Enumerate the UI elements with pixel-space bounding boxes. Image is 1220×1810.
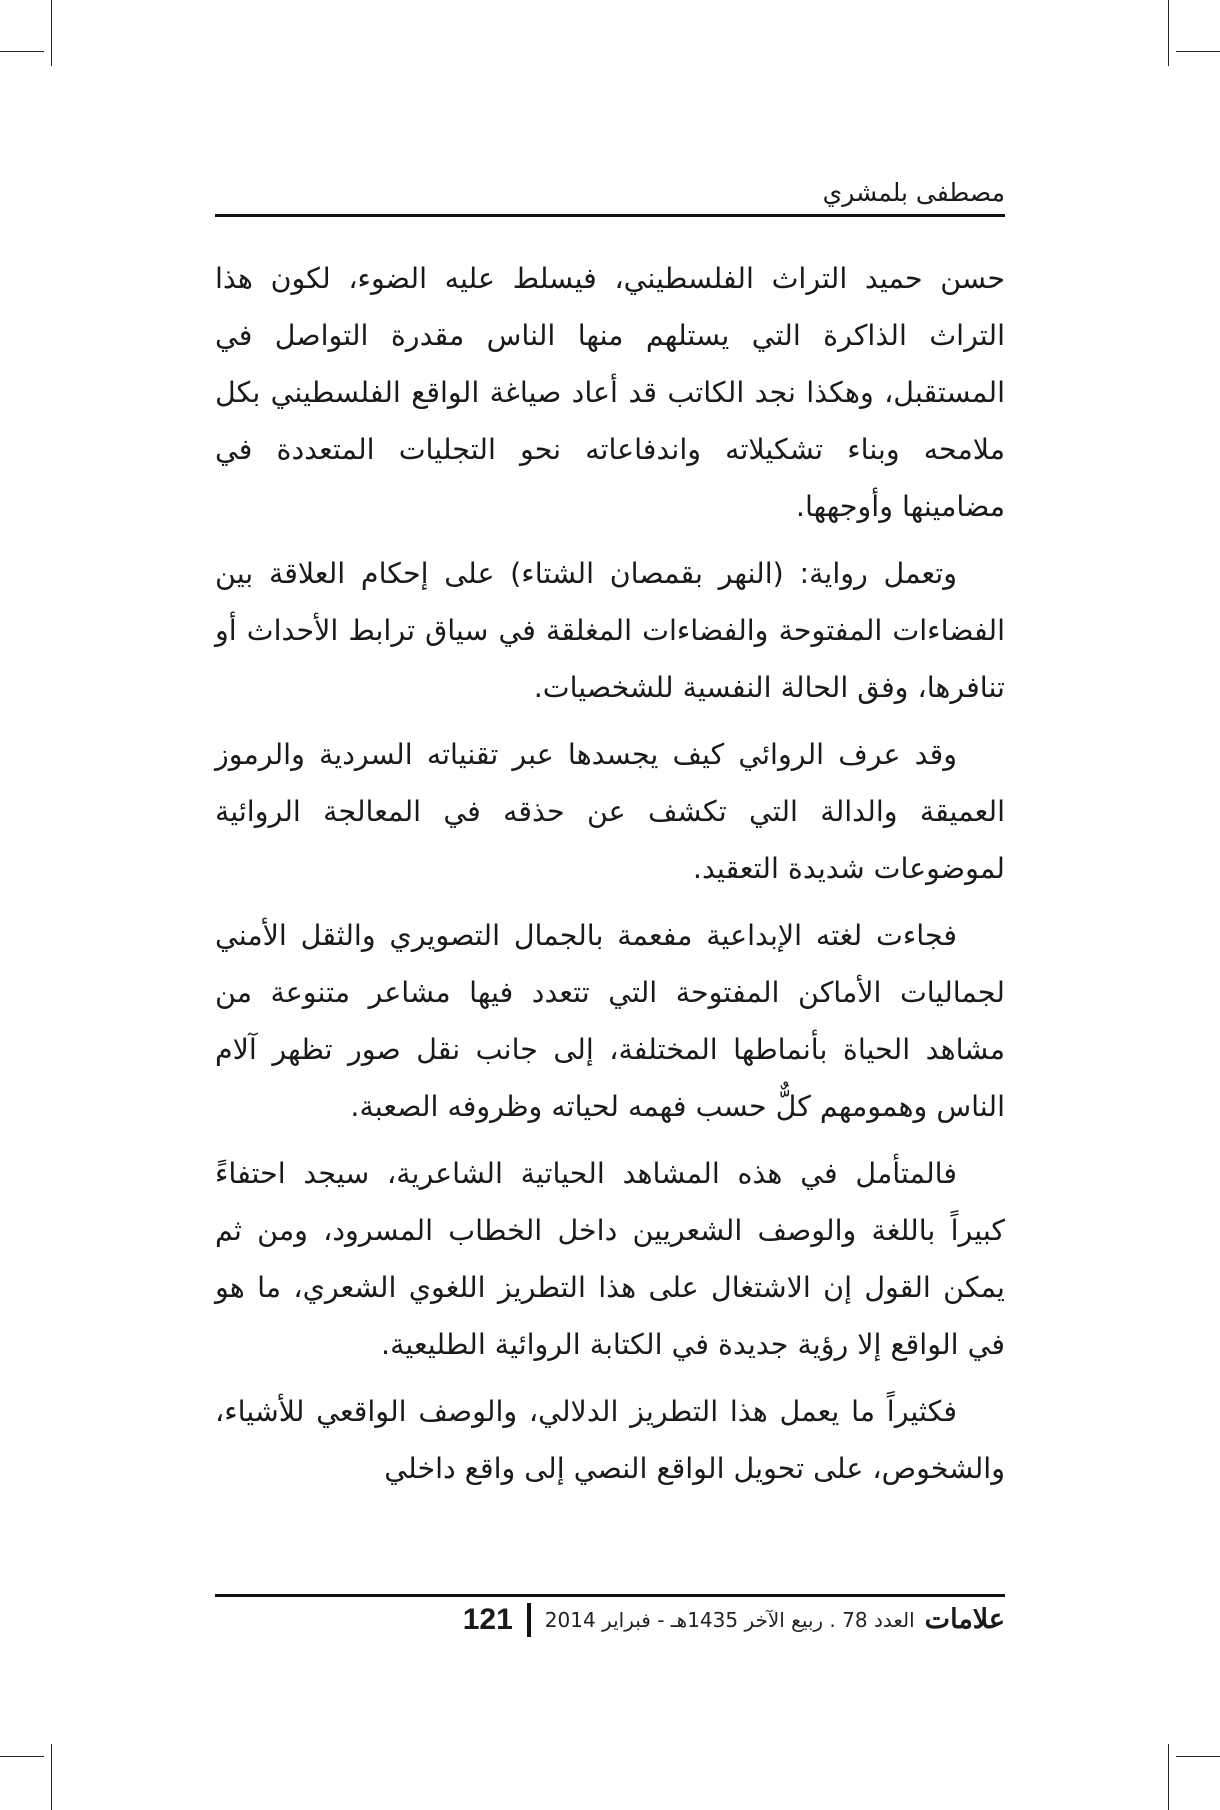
paragraph: فجاءت لغته الإبداعية مفعمة بالجمال التصويري والثقل الأمني لجماليات الأماكن المفتوحة التي تتعدد فيها مشاعر متنوعة من مشاهد الحياة بأنماطها المختلفة، إلى جانب نقل صور تظهر آلام الناس وهمومهم كلٌّ حسب فهمه لحياته وظروفه الصعبة. — [215, 919, 1005, 1123]
paragraph: وتعمل رواية: (النهر بقمصان الشتاء) على إحكام العلاقة بين الفضاءات المفتوحة والفضاءات المغلقة في سياق ترابط الأحداث أو تنافرها، وفق الحالة النفسية للشخصيات. — [215, 557, 1005, 704]
journal-logo: علامات — [924, 1604, 1005, 1635]
crop-mark — [0, 1756, 44, 1757]
crop-mark — [1168, 1744, 1169, 1810]
footer-rule — [215, 1594, 1005, 1597]
crop-mark — [1176, 1756, 1220, 1757]
running-head-author: مصطفى بلمشري — [215, 172, 1005, 217]
crop-mark — [0, 51, 44, 52]
crop-mark — [1168, 0, 1169, 66]
paragraph: وقد عرف الروائي كيف يجسدها عبر تقنياته السردية والرموز العميقة والدالة التي تكشف عن حذقه في المعالجة الروائية لموضوعات شديدة التعقيد. — [215, 738, 1005, 885]
crop-mark — [51, 1744, 52, 1810]
paragraph: فكثيراً ما يعمل هذا التطريز الدلالي، والوصف الواقعي للأشياء، والشخوص، على تحويل الواقع النصي إلى واقع داخلي — [215, 1395, 1005, 1485]
footer-divider — [527, 1603, 531, 1637]
page-number: 121 — [462, 1603, 513, 1636]
crop-mark — [51, 0, 52, 66]
paragraph: حسن حميد التراث الفلسطيني، فيسلط عليه الضوء، لكون هذا التراث الذاكرة التي يستلهم منها الناس مقدرة التواصل في المستقبل، وهكذا نجد الكاتب قد أعاد صياغة الواقع الفلسطيني بكل ملامحه وبناء تشكيلاته واندفاعاته نحو التجليات المتعددة في مضامينها وأوجهها. — [215, 262, 1005, 523]
article-body — [215, 250, 1005, 1507]
paragraph: فالمتأمل في هذه المشاهد الحياتية الشاعرية، سيجد احتفاءً كبيراً باللغة والوصف الشعريين داخل الخطاب المسرود، ومن ثم يمكن القول إن الاشتغال على هذا التطريز اللغوي الشعري، ما هو في الواقع إلا رؤية جديدة في الكتابة الروائية الطليعية. — [215, 1157, 1005, 1361]
crop-mark — [1176, 51, 1220, 52]
page-footer — [215, 1600, 1005, 1640]
issue-info: العدد 78 . ربيع الآخر 1435هـ - فبراير 2014 — [544, 1608, 915, 1632]
